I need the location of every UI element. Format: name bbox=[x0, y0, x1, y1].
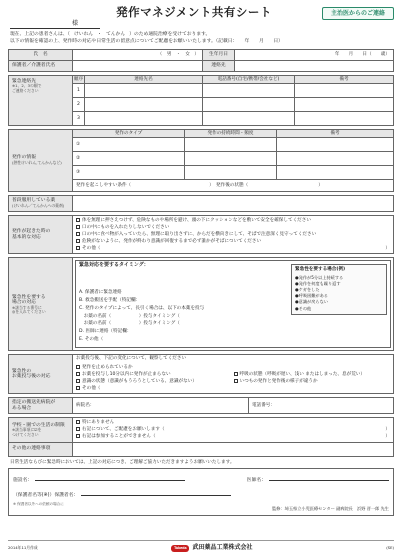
item-text: 危険がないように、発作が終わり意識が回復するまで必ず誰かがそばについてください bbox=[82, 239, 262, 245]
facility-label: 施設名： bbox=[13, 477, 33, 483]
example-item: ●呼吸困難がある bbox=[295, 293, 328, 299]
date-code: 2014年11月作成 bbox=[8, 544, 38, 550]
checkbox[interactable] bbox=[76, 365, 80, 369]
guardian-label: 保護者／介護者氏名 bbox=[9, 60, 73, 71]
contacts-table bbox=[8, 75, 394, 126]
example-header: 緊急性を要する場合(例) bbox=[295, 267, 346, 273]
checkbox[interactable] bbox=[76, 239, 80, 243]
seizure-type-field[interactable] bbox=[73, 137, 185, 151]
list-item[interactable] bbox=[76, 385, 228, 392]
name-field[interactable] bbox=[73, 49, 203, 60]
option-e[interactable]: E. その他（ bbox=[79, 336, 104, 342]
contact-phone-field[interactable] bbox=[203, 111, 295, 125]
list-item[interactable]: 右記は参加することができません（ ） bbox=[76, 433, 390, 440]
emergency-label: 緊急性を要する 場合の対応 bbox=[12, 294, 46, 306]
patient-table bbox=[8, 49, 394, 72]
medication-note: (けいれん／てんかんへの薬剤) bbox=[12, 202, 65, 208]
addressee-line[interactable] bbox=[10, 21, 100, 29]
intro-line2: 以下の情報を確認の上、発作時の対応や日常生活の留意点についてご配慮をお願いいたします。（記載日： 年 月 日） bbox=[10, 38, 283, 44]
list-item[interactable] bbox=[76, 231, 390, 238]
checkbox[interactable] bbox=[76, 434, 80, 438]
contacts-col-order: 順序 bbox=[73, 76, 84, 82]
drug-row[interactable]: お薬の名前（ ）投与タイミング（ bbox=[79, 321, 180, 327]
checkbox[interactable] bbox=[76, 427, 80, 431]
dob-value: 年 月 日（ 歳） bbox=[334, 52, 390, 58]
contact-order: 1 bbox=[73, 83, 85, 97]
contact-order: 2 bbox=[73, 97, 85, 111]
item-text: 口の中にものを入れたりしないでください bbox=[82, 225, 170, 231]
signature-box bbox=[8, 468, 394, 516]
guardian-field[interactable] bbox=[73, 60, 203, 71]
hospital-name-label: 病院名： bbox=[76, 403, 95, 409]
item-text: お薬を投与し10分以内に発作が止まらない bbox=[82, 371, 171, 377]
checkbox[interactable] bbox=[76, 372, 80, 376]
seizure-row-marker: ② bbox=[76, 155, 81, 161]
checkbox[interactable] bbox=[234, 379, 238, 383]
drug-row[interactable]: お薬の名前（ ）投与タイミング（ bbox=[79, 313, 180, 319]
hospital-name-field[interactable] bbox=[73, 398, 249, 414]
checkbox[interactable] bbox=[76, 420, 80, 424]
list-item[interactable] bbox=[76, 364, 228, 371]
contact-phone-field[interactable] bbox=[203, 97, 295, 111]
guardian-sub-note: ※ 保護者以外への依頼の場合に bbox=[13, 501, 64, 506]
list-item[interactable]: 右記について、ご配慮をお願いします（ ） bbox=[76, 426, 390, 433]
post-seizure-left-list bbox=[73, 363, 231, 394]
list-item[interactable] bbox=[76, 217, 390, 224]
footer-note: 日常生活ならびに緊急時においては、上記の対応につき、ご理解ご協力いただきますようお願いいたします。 bbox=[10, 459, 235, 465]
seizure-type-field[interactable] bbox=[73, 151, 185, 165]
item-text: 右記について、ご配慮をお願いします（ bbox=[82, 427, 165, 433]
example-item: ●意識が戻らない bbox=[295, 299, 328, 305]
school-label-cell bbox=[9, 418, 73, 442]
option-epilepsy[interactable]: てんかん bbox=[105, 32, 126, 37]
seizure-col-type: 発作のタイプ bbox=[73, 129, 185, 137]
doctor-label: 医師名： bbox=[246, 477, 266, 483]
list-item[interactable] bbox=[76, 371, 228, 378]
trigger-label: 発作を起こしやすい条件（ bbox=[76, 182, 132, 188]
checkbox[interactable] bbox=[76, 225, 80, 229]
doctor-field[interactable] bbox=[269, 474, 389, 481]
addressee-honorific: 様 bbox=[72, 20, 79, 27]
checkbox[interactable] bbox=[76, 379, 80, 383]
emergency-timing-box[interactable] bbox=[75, 260, 391, 348]
emergency-table bbox=[8, 257, 394, 351]
seizure-duration-field[interactable] bbox=[185, 151, 277, 165]
timing-header: 緊急対応を要するタイミング： bbox=[79, 262, 149, 269]
list-item[interactable] bbox=[76, 378, 228, 385]
basic-response-table bbox=[8, 215, 394, 255]
medication-table bbox=[8, 195, 394, 212]
option-d[interactable]: D. 医師に連絡（特記欄： bbox=[79, 329, 132, 335]
seizure-duration-field[interactable] bbox=[185, 137, 277, 151]
seizure-info-label-cell bbox=[9, 129, 73, 191]
hospital-tel-label: 電話番号： bbox=[252, 403, 275, 409]
item-text: 右記は参加することができません（ bbox=[82, 434, 156, 440]
contacts-label-cell bbox=[9, 75, 73, 125]
medication-label: 普段服用している薬 bbox=[12, 198, 56, 204]
document-page bbox=[8, 6, 394, 554]
item-text: 特にありません bbox=[82, 420, 115, 426]
intro-line1a: 現在、上記の患者さんは、（ bbox=[10, 32, 70, 37]
example-item: ●その他 bbox=[295, 305, 312, 311]
hospital-table bbox=[8, 397, 394, 414]
list-item[interactable] bbox=[76, 419, 390, 426]
school-options bbox=[73, 418, 394, 442]
supervisor-credit: 監修：埼玉県立小児医療センター 副病院長 浜野 晋一郎 先生 bbox=[272, 505, 389, 511]
dob-field[interactable] bbox=[235, 49, 394, 60]
intro-line1e: ）のため通院治療を受けております。 bbox=[129, 32, 211, 37]
emergency-label-cell bbox=[9, 258, 73, 351]
sex-selector[interactable]: （ 男 ・ 女 ） bbox=[157, 52, 199, 58]
emergency-example-box bbox=[291, 264, 387, 314]
checkbox[interactable] bbox=[76, 386, 80, 390]
dob-label: 生年月日 bbox=[203, 49, 235, 60]
intro-separator: ・ bbox=[97, 32, 102, 37]
close-paren: ） bbox=[318, 182, 323, 188]
example-item: ●発作を何度も繰り返す bbox=[295, 281, 341, 287]
other-field[interactable] bbox=[73, 442, 394, 456]
guardian-sig-field[interactable] bbox=[81, 489, 231, 496]
contact-note-field[interactable] bbox=[295, 97, 394, 111]
option-b[interactable]: B. 救急搬送を手配（特記欄： bbox=[79, 298, 141, 303]
page-footer bbox=[8, 540, 394, 554]
checkbox[interactable] bbox=[234, 372, 238, 376]
seizure-duration-field[interactable] bbox=[185, 165, 277, 179]
option-a[interactable]: A. 保護者に緊急連絡 bbox=[79, 290, 122, 296]
takeda-logo-icon: Takeda bbox=[171, 545, 189, 552]
example-item: ●ケガをした bbox=[295, 287, 320, 293]
school-note: ※該当事項に☑を つけてください bbox=[12, 427, 42, 437]
doctor-notice-badge: 主治医からのご連絡 bbox=[322, 7, 394, 20]
post-seizure-label: 緊急性の お薬投与後の対応 bbox=[9, 355, 73, 394]
item-text: 発作を止められているか bbox=[82, 364, 133, 370]
contact-note-field[interactable] bbox=[295, 83, 394, 97]
contact-note-field[interactable] bbox=[295, 111, 394, 125]
item-text: 意識の状態（意識がもうろうとしている、意識がない） bbox=[82, 378, 197, 384]
intro-text bbox=[8, 32, 394, 46]
post-seizure-intro: お薬投与後、下記の変化について、観察してください bbox=[73, 355, 394, 363]
company-brand bbox=[171, 545, 252, 552]
item-text: その他（ bbox=[82, 246, 101, 252]
item-text: 口の中に食べ物が入っていたら、無理に取り出さずに、からだを横向きにして、そばで注意深く見守ってください bbox=[82, 232, 317, 238]
example-item: ●発作が5分以上持続する bbox=[295, 275, 344, 281]
hospital-tel-field[interactable] bbox=[249, 398, 394, 414]
relation-label: 連絡先 bbox=[203, 60, 235, 71]
checkbox[interactable] bbox=[76, 232, 80, 236]
checkbox[interactable] bbox=[76, 246, 80, 250]
seizure-col-duration: 発作の持続時間・頻度 bbox=[185, 129, 277, 137]
seizure-info-note: (熱性けいれん,てんかんなど) bbox=[12, 159, 62, 165]
company-name: 武田薬品工業株式会社 bbox=[192, 543, 253, 551]
emergency-note: ※該当する番号に ◎を入れてください bbox=[12, 304, 46, 314]
contact-name-field[interactable] bbox=[85, 83, 203, 97]
seizure-note-field[interactable] bbox=[277, 137, 394, 151]
guardian-sig-label: （保護者名等(※)）保護者名： bbox=[13, 493, 79, 499]
list-item[interactable] bbox=[76, 238, 390, 245]
contact-name-field[interactable] bbox=[85, 97, 203, 111]
item-text: いつもの発作と発作後の様子が違うか bbox=[239, 378, 318, 384]
school-table bbox=[8, 417, 394, 456]
header bbox=[8, 6, 394, 30]
relation-field[interactable] bbox=[235, 60, 394, 71]
other-label: その他の連絡事項 bbox=[9, 442, 73, 456]
list-item[interactable] bbox=[234, 371, 391, 378]
item-text: 呼吸の状態（呼吸が遅い、浅い またはしまった、息が荒い） bbox=[239, 371, 365, 377]
hospital-label: 指定の搬送先病院が ある場合 bbox=[9, 398, 73, 414]
facility-field[interactable] bbox=[35, 474, 185, 481]
list-item[interactable]: その他（ ） bbox=[76, 245, 390, 252]
medication-label-cell bbox=[9, 195, 73, 211]
post-seizure-right-list bbox=[231, 363, 394, 394]
medication-field[interactable] bbox=[73, 195, 394, 211]
doc-code: (SE) bbox=[386, 544, 394, 550]
list-item[interactable] bbox=[234, 378, 391, 385]
seizure-row-marker: ③ bbox=[76, 169, 81, 175]
seizure-note-field[interactable] bbox=[277, 165, 394, 179]
seizure-row-marker: ① bbox=[76, 141, 81, 147]
seizure-info-label: 発作の情報 bbox=[12, 155, 36, 161]
contact-phone-field[interactable] bbox=[203, 83, 295, 97]
school-label: 学校・園での生活の制限 bbox=[12, 422, 65, 428]
option-c[interactable]: C. 発作のタイプによって、長引く場合は、以下の本薬を投与 bbox=[79, 305, 205, 311]
contact-name-field[interactable] bbox=[85, 111, 203, 125]
name-label: 氏 名 bbox=[9, 49, 73, 60]
contacts-note: ※1、2、3の順で ご連絡ください bbox=[12, 83, 42, 93]
option-convulsion[interactable]: けいれん bbox=[73, 32, 94, 37]
seizure-col-note: 備考 bbox=[277, 129, 394, 137]
post-seizure-table bbox=[8, 354, 394, 394]
list-item[interactable] bbox=[76, 224, 390, 231]
seizure-type-field[interactable] bbox=[73, 165, 185, 179]
checkbox[interactable] bbox=[76, 218, 80, 222]
contacts-label: 緊急連絡先 bbox=[12, 78, 36, 84]
contacts-col-name: 連絡先名 bbox=[85, 75, 203, 83]
contact-order: 3 bbox=[73, 111, 85, 125]
item-text: 体を無理に押さえつけず、危険なものや場所を避け、頭の下にクッションなどを敷いて安全を確保してください bbox=[82, 217, 311, 223]
seizure-info-table bbox=[8, 129, 394, 192]
item-text: その他（ bbox=[82, 386, 101, 392]
trigger-after-row[interactable] bbox=[73, 179, 394, 191]
page-title: 発作マネジメント共有シート bbox=[116, 5, 272, 19]
basic-response-label: 発作が起きた時の 基本的な対応 bbox=[9, 215, 73, 254]
contacts-col-phone: 電話番号(自宅/携帯/会社など) bbox=[203, 75, 295, 83]
contacts-col-note: 備考 bbox=[295, 75, 394, 83]
basic-response-list bbox=[73, 215, 394, 254]
after-state-label: ） 発作後の状態（ bbox=[209, 182, 249, 188]
seizure-note-field[interactable] bbox=[277, 151, 394, 165]
emergency-content bbox=[73, 258, 394, 351]
